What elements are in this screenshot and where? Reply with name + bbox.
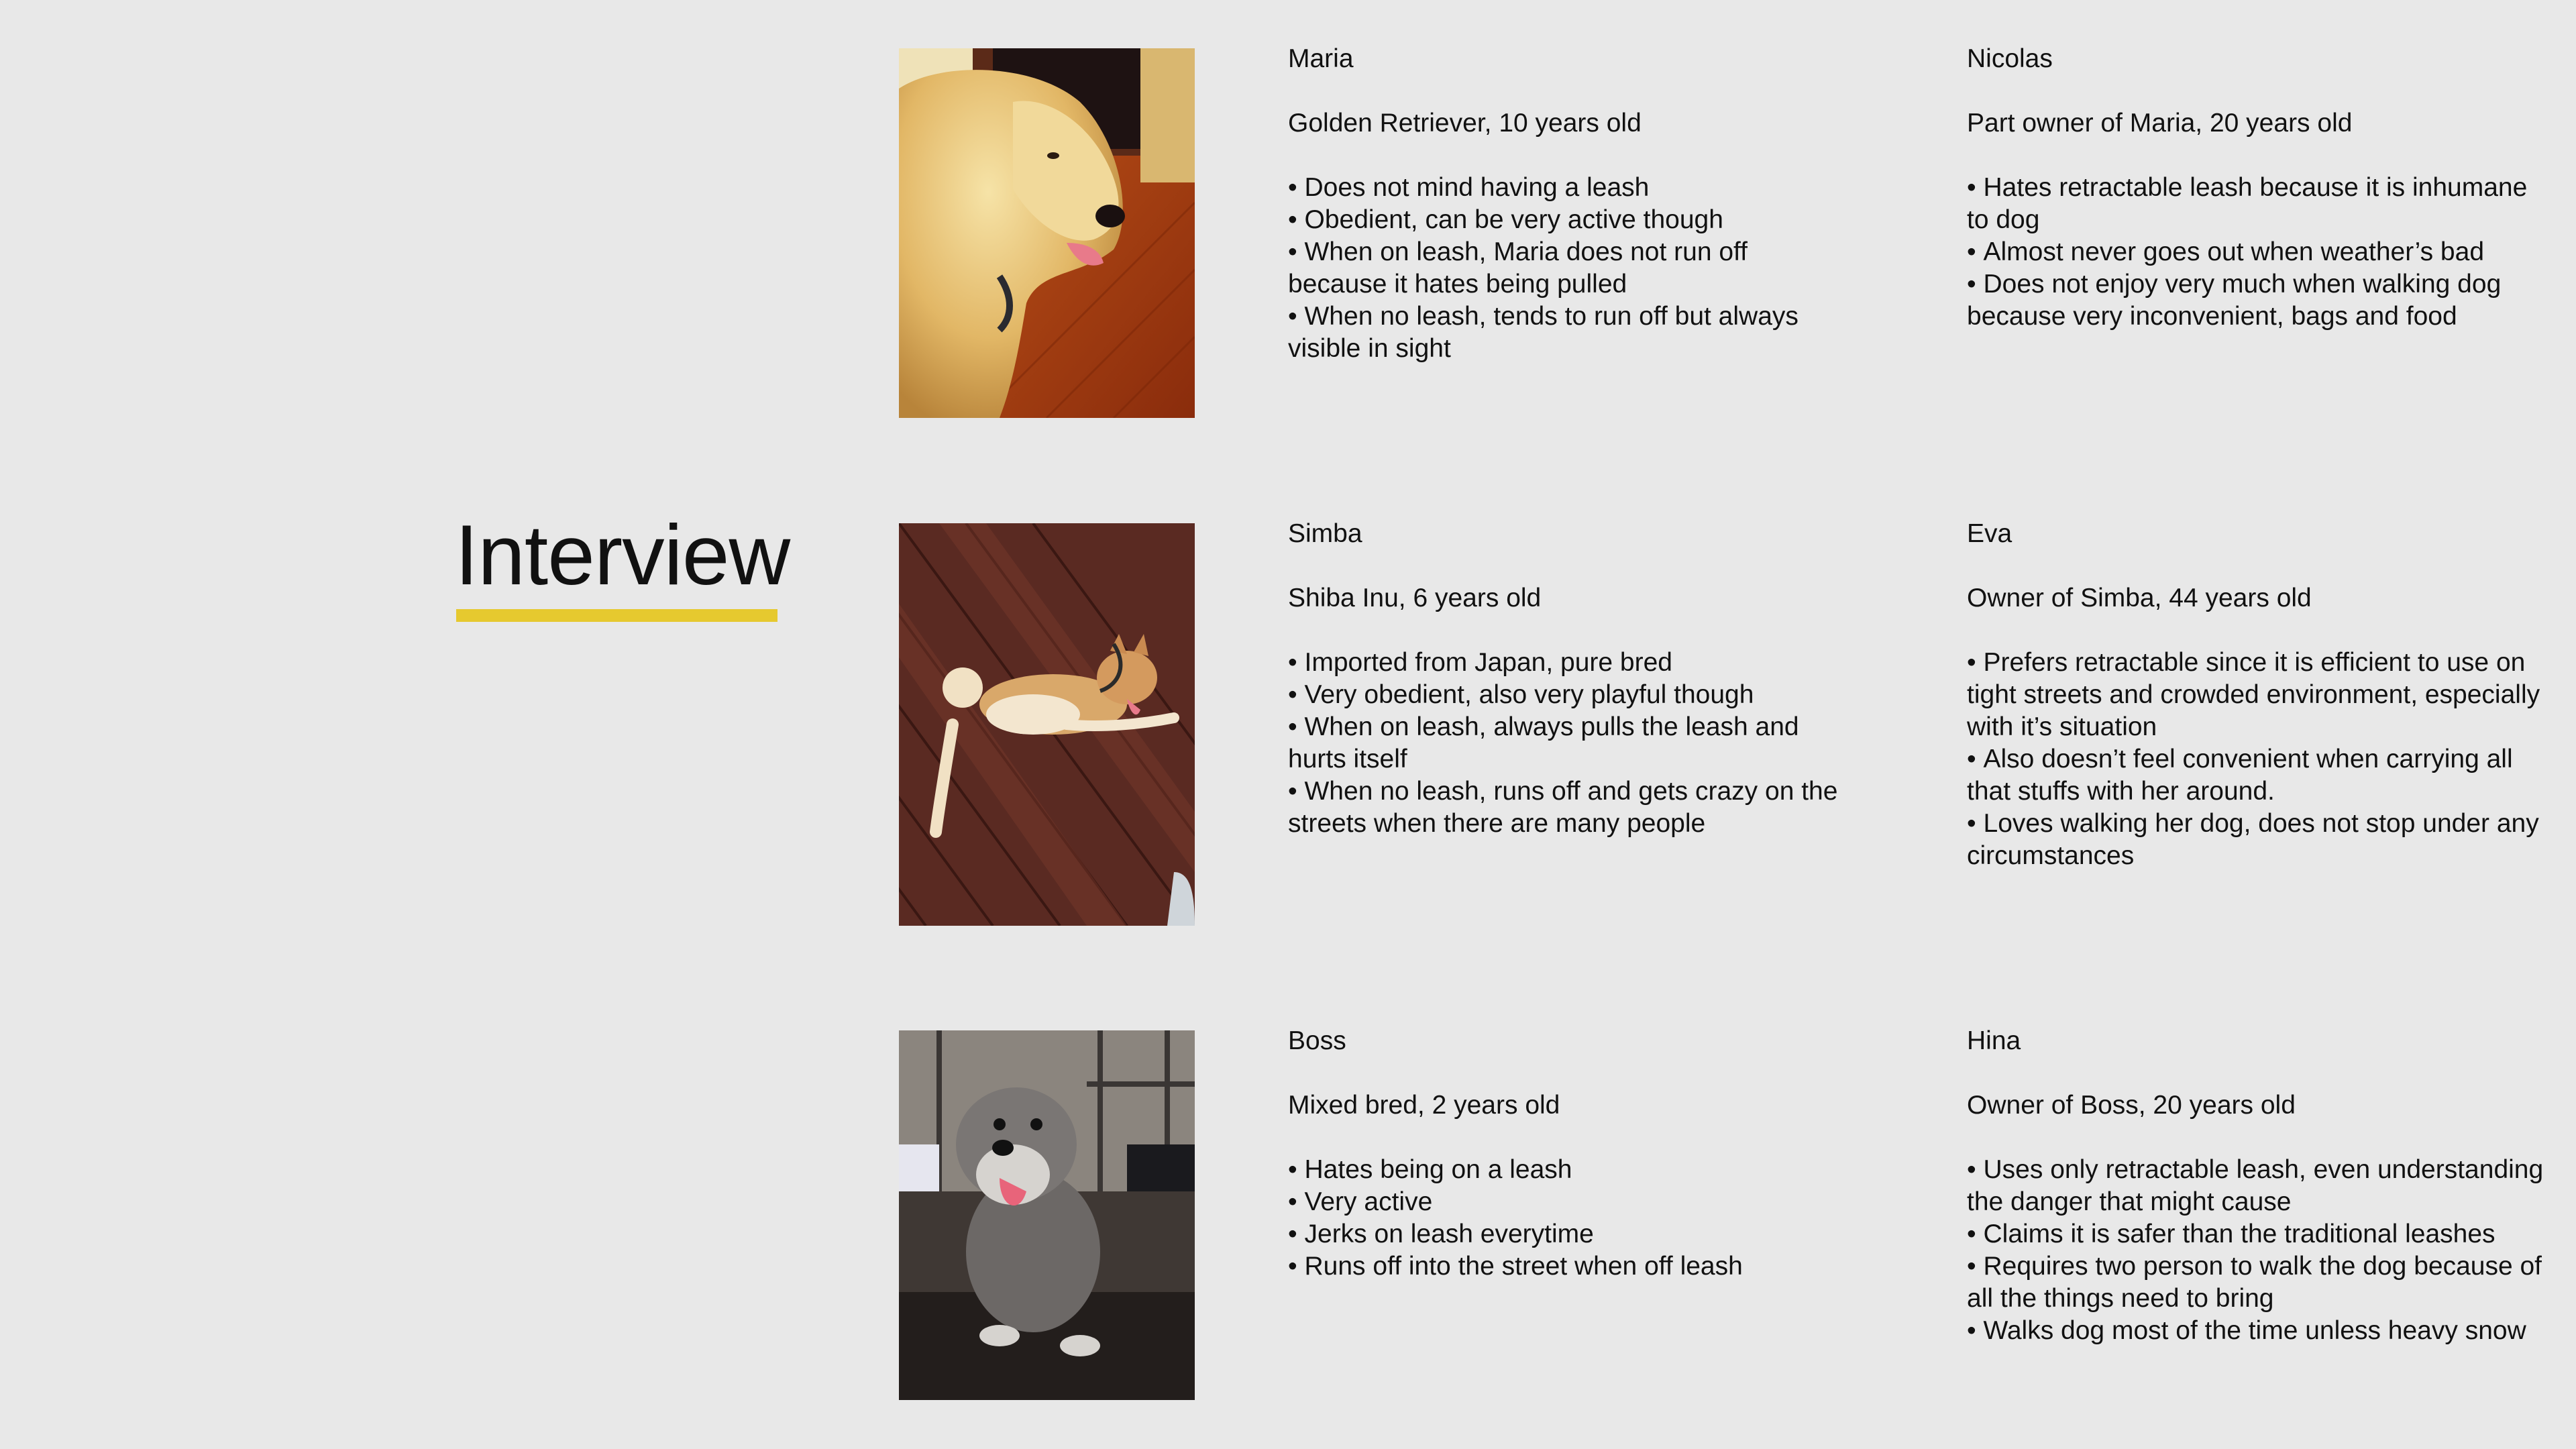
title-underline [456, 609, 777, 622]
list-item: • Does not enjoy very much when walking dog because very inconvenient, bags and food [1967, 268, 2544, 333]
schnauzer-photo [899, 1030, 1195, 1400]
dog-profile-simba [1288, 518, 1838, 840]
owner-notes [1967, 647, 2544, 872]
owner-profile-hina [1967, 1025, 2544, 1347]
dog-info: Golden Retriever, 10 years old [1288, 109, 1642, 138]
list-item: • Hates being on a leash [1288, 1154, 1838, 1186]
owner-profile-nicolas [1967, 43, 2544, 333]
list-item: • When no leash, tends to run off but always visible in sight [1288, 301, 1838, 365]
list-item: • When on leash, Maria does not run off because it hates being pulled [1288, 236, 1838, 301]
owner-name: Nicolas [1967, 44, 2053, 73]
owner-notes [1967, 1154, 2544, 1347]
list-item: • Jerks on leash everytime [1288, 1218, 1838, 1250]
list-item: • Obedient, can be very active though [1288, 204, 1838, 236]
list-item: • Does not mind having a leash [1288, 172, 1838, 204]
owner-notes [1967, 172, 2544, 333]
owner-profile-eva [1967, 518, 2544, 872]
owner-name: Hina [1967, 1026, 2021, 1055]
dog-info: Mixed bred, 2 years old [1288, 1091, 1560, 1120]
list-item: • Runs off into the street when off leash [1288, 1250, 1838, 1283]
list-item: • Also doesn’t feel convenient when carrying all that stuffs with her around. [1967, 743, 2544, 808]
list-item: • Hates retractable leash because it is inhumane to dog [1967, 172, 2544, 236]
list-item: • Very active [1288, 1186, 1838, 1218]
list-item: • Uses only retractable leash, even understanding the danger that might cause [1967, 1154, 2544, 1218]
list-item: • Very obedient, also very playful though [1288, 679, 1838, 711]
dog-notes [1288, 647, 1838, 840]
dog-name: Boss [1288, 1026, 1346, 1055]
owner-info: Part owner of Maria, 20 years old [1967, 109, 2353, 138]
owner-name: Eva [1967, 519, 2012, 548]
dog-profile-maria [1288, 43, 1838, 365]
dog-info: Shiba Inu, 6 years old [1288, 584, 1542, 612]
list-item: • Walks dog most of the time unless heavy snow [1967, 1315, 2544, 1347]
dog-name: Maria [1288, 44, 1354, 73]
dog-profile-boss [1288, 1025, 1838, 1283]
shiba-inu-photo [899, 523, 1195, 926]
list-item: • Imported from Japan, pure bred [1288, 647, 1838, 679]
golden-retriever-photo [899, 48, 1195, 418]
list-item: • Loves walking her dog, does not stop under any circumstances [1967, 808, 2544, 872]
list-item: • Claims it is safer than the traditional leashes [1967, 1218, 2544, 1250]
list-item: • Prefers retractable since it is efficient to use on tight streets and crowded environment, especially with it’s situation [1967, 647, 2544, 743]
dog-notes [1288, 1154, 1838, 1283]
list-item: • Almost never goes out when weather’s bad [1967, 236, 2544, 268]
page-title: Interview [455, 507, 790, 602]
list-item: • When no leash, runs off and gets crazy on the streets when there are many people [1288, 775, 1838, 840]
owner-info: Owner of Boss, 20 years old [1967, 1091, 2296, 1120]
dog-notes [1288, 172, 1838, 365]
owner-info: Owner of Simba, 44 years old [1967, 584, 2312, 612]
dog-name: Simba [1288, 519, 1362, 548]
list-item: • Requires two person to walk the dog because of all the things need to bring [1967, 1250, 2544, 1315]
list-item: • When on leash, always pulls the leash and hurts itself [1288, 711, 1838, 775]
